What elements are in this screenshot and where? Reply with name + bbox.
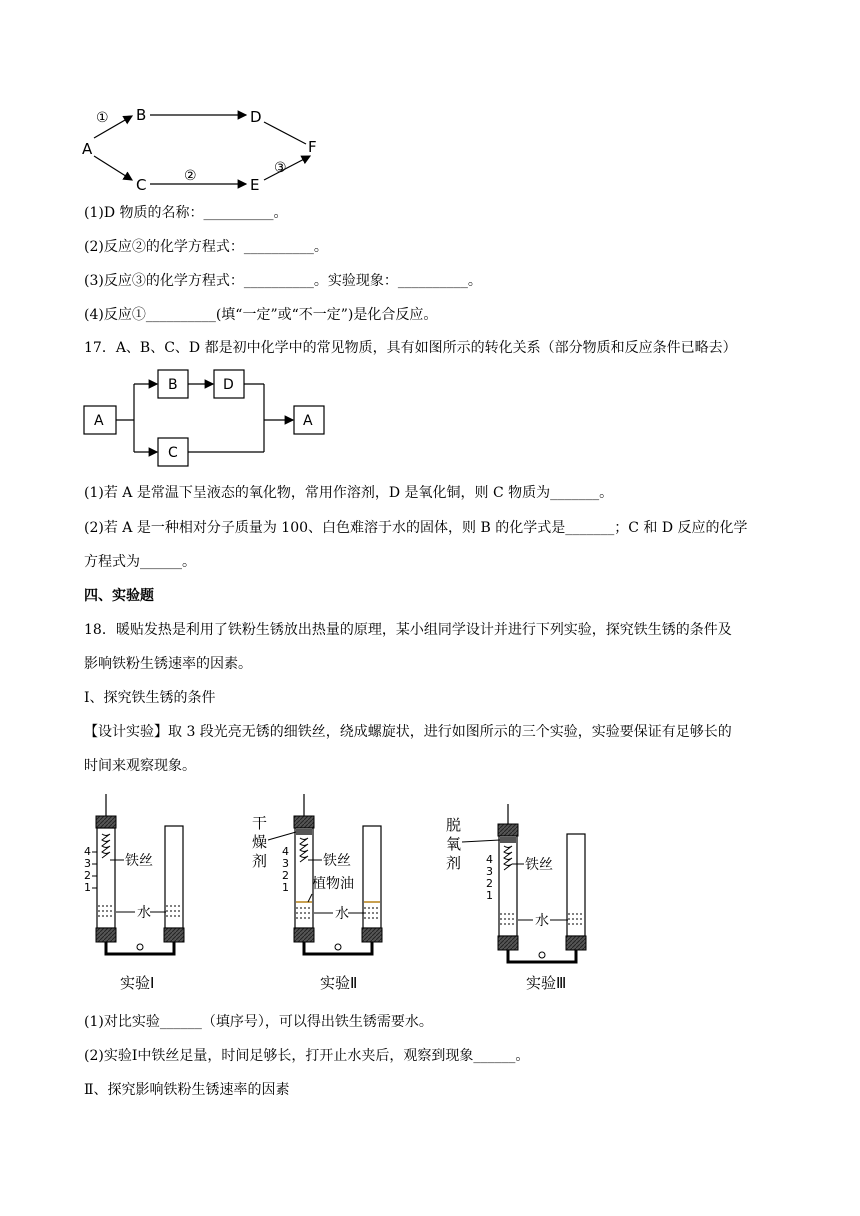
svg-text:3: 3 bbox=[486, 865, 493, 878]
svg-text:4: 4 bbox=[84, 845, 91, 858]
q18-intro-line1: 18．暖贴发热是利用了铁粉生锈放出热量的原理，某小组同学设计并进行下列实验，探究铁生锈的条件及 bbox=[84, 622, 732, 638]
label-c: C bbox=[168, 445, 178, 461]
arrow-d-f bbox=[264, 122, 306, 144]
q17-part2-line2: 方程式为______。 bbox=[84, 554, 196, 570]
q16-part2: (2)反应②的化学方程式：__________。 bbox=[84, 239, 328, 255]
label-iron-2: 铁丝 bbox=[323, 853, 351, 869]
q17-part2-line1: (2)若 A 是一种相对分子质量为 100、白色难溶于水的固体，则 B 的化学式是_______；C 和 D 反应的化学 bbox=[84, 520, 748, 536]
label-a-left: A bbox=[94, 413, 104, 429]
section-title: 四、实验题 bbox=[84, 588, 154, 604]
q16-part1: (1)D 物质的名称：__________。 bbox=[84, 205, 288, 221]
label-d: D bbox=[223, 377, 234, 393]
label-a-right: A bbox=[303, 413, 313, 429]
svg-text:2: 2 bbox=[486, 877, 493, 890]
node-f: F bbox=[308, 138, 317, 156]
label-iron-3: 铁丝 bbox=[525, 857, 553, 873]
caption-exp-1: 实验Ⅰ bbox=[120, 974, 155, 992]
experiment-apparatus bbox=[80, 792, 620, 997]
q18-design-line1: 【设计实验】取 3 段光亮无锈的细铁丝，绕成螺旋状，进行如图所示的三个实验，实验要保证有足够长的 bbox=[84, 724, 732, 740]
node-d: D bbox=[250, 108, 262, 126]
svg-text:3: 3 bbox=[84, 857, 91, 870]
svg-text:剂: 剂 bbox=[252, 852, 268, 870]
svg-text:2: 2 bbox=[282, 869, 289, 882]
svg-text:1: 1 bbox=[486, 889, 493, 902]
svg-text:氧: 氧 bbox=[446, 835, 462, 853]
svg-text:干: 干 bbox=[252, 814, 268, 832]
label-water-2: 水 bbox=[335, 906, 349, 922]
label-water-1: 水 bbox=[137, 905, 151, 921]
svg-text:4: 4 bbox=[282, 845, 289, 858]
marker-1: ① bbox=[96, 110, 109, 126]
label-water-3: 水 bbox=[535, 913, 549, 929]
node-c: C bbox=[136, 176, 147, 194]
svg-text:2: 2 bbox=[84, 869, 91, 882]
q16-part3: (3)反应③的化学方程式：__________。实验现象：__________。 bbox=[84, 273, 482, 289]
label-oil: 植物油 bbox=[312, 876, 354, 892]
reaction-diagram-1 bbox=[74, 100, 334, 200]
q17-part1: (1)若 A 是常温下呈液态的氧化物，常用作溶剂，D 是氧化铜，则 C 物质为_______。 bbox=[84, 485, 614, 501]
arrow-a-c bbox=[94, 156, 132, 180]
svg-text:4: 4 bbox=[486, 853, 493, 866]
apparatus-2 bbox=[252, 794, 382, 992]
svg-text:燥: 燥 bbox=[252, 833, 268, 851]
marker-2: ② bbox=[184, 168, 197, 184]
svg-text:1: 1 bbox=[84, 881, 91, 894]
q16-part4: (4)反应①__________(填“一定”或“不一定”)是化合反应。 bbox=[84, 307, 438, 323]
q17-intro: 17．A、B、C、D 都是初中化学中的常见物质，具有如图所示的转化关系（部分物质和反应条件已略去） bbox=[84, 340, 737, 356]
svg-text:1: 1 bbox=[282, 881, 289, 894]
node-b: B bbox=[136, 106, 147, 124]
conversion-diagram bbox=[80, 364, 340, 470]
q18-part2-title: Ⅱ、探究影响铁粉生锈速率的因素 bbox=[84, 1082, 290, 1098]
svg-text:脱: 脱 bbox=[446, 816, 462, 834]
q18-part1-title: Ⅰ、探究铁生锈的条件 bbox=[84, 690, 216, 706]
q18-part1-question2: (2)实验Ⅰ中铁丝足量，时间足够长，打开止水夹后，观察到现象______。 bbox=[84, 1048, 530, 1064]
apparatus-3 bbox=[446, 804, 586, 992]
svg-text:剂: 剂 bbox=[446, 854, 462, 872]
arrow-e-f bbox=[264, 156, 310, 180]
q18-part1-question1: (1)对比实验______（填序号），可以得出铁生锈需要水。 bbox=[84, 1014, 433, 1030]
label-b: B bbox=[168, 377, 178, 393]
label-iron-1: 铁丝 bbox=[125, 853, 153, 869]
marker-3: ③ bbox=[274, 160, 287, 176]
caption-exp-2: 实验Ⅱ bbox=[320, 974, 358, 992]
svg-text:3: 3 bbox=[282, 857, 289, 870]
q18-intro-line2: 影响铁粉生锈速率的因素。 bbox=[84, 656, 252, 672]
node-e: E bbox=[250, 176, 260, 194]
caption-exp-3: 实验Ⅲ bbox=[526, 974, 567, 992]
q18-design-line2: 时间来观察现象。 bbox=[84, 758, 196, 774]
apparatus-1 bbox=[84, 794, 184, 992]
node-a: A bbox=[82, 140, 93, 158]
